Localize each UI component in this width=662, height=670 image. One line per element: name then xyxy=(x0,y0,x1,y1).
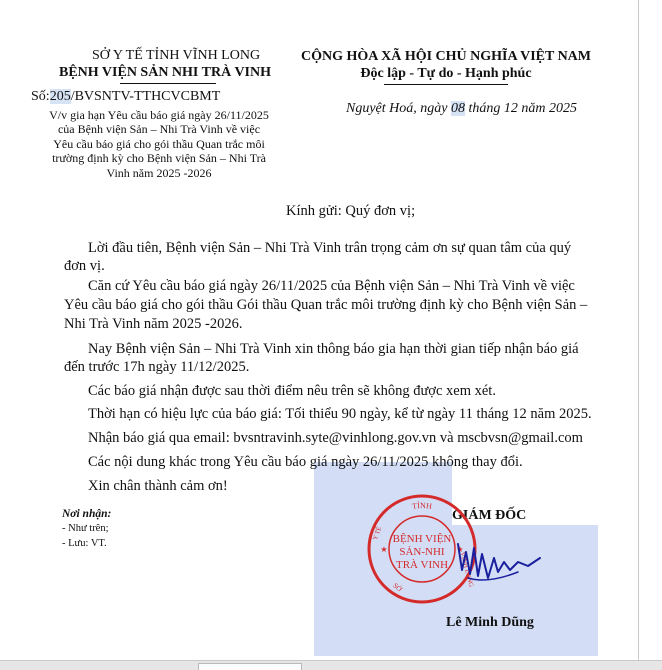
signature-title: GIÁM ĐỐC xyxy=(452,508,527,523)
body-line: Các báo giá nhận được sau thời điểm nêu trên sẽ không được xem xét. xyxy=(88,383,496,399)
republic-title: CỘNG HÒA XÃ HỘI CHỦ NGHĨA VIỆT NAM xyxy=(300,49,591,64)
body-line: Nhi Trà Vinh năm 2025 -2026. xyxy=(64,316,243,332)
subject-line: Vinh năm 2025 -2026 xyxy=(106,166,212,180)
seal-ring-right: VĨNH LONG xyxy=(458,551,475,588)
body-line: Nay Bệnh viện Sản – Nhi Trà Vinh xin thông báo gia hạn thời gian tiếp nhận báo giá xyxy=(88,341,579,357)
seal-center-line: TRÀ VINH xyxy=(395,559,449,571)
hospital-name: BỆNH VIỆN SẢN NHI TRÀ VINH xyxy=(59,65,271,80)
svg-text:TỈNH xyxy=(411,500,433,511)
doc-no-prefix: Số: xyxy=(31,89,50,104)
document-number xyxy=(31,89,220,105)
seal-center-line: SẢN-NHI xyxy=(399,546,445,558)
body-line: Căn cứ Yêu cầu báo giá ngày 26/11/2025 của Bệnh viện Sản – Nhi Trà Vinh về việc xyxy=(88,278,575,294)
body-line: Các nội dung khác trong Yêu cầu báo giá ngày 26/11/2025 không thay đổi. xyxy=(88,454,523,470)
date-prefix: Nguyệt Hoá, ngày xyxy=(346,101,451,116)
national-motto: Độc lập - Tự do - Hạnh phúc xyxy=(360,66,532,81)
seal-ring-bottom: SỞ xyxy=(391,581,404,594)
body-line: Nhận báo giá qua email: bvsntravinh.syte@vinhlong.gov.vn và mscbvsn@gmail.com xyxy=(88,430,583,446)
seal-ring-top: TỈNH xyxy=(411,500,433,512)
body-line: Xin chân thành cảm ơn! xyxy=(88,478,228,494)
recipient-line: Kính gửi: Quý đơn vị; xyxy=(286,203,416,219)
subject-line: V/v gia hạn Yêu cầu báo giá ngày 26/11/2025 xyxy=(49,108,269,122)
signer-name: Lê Minh Dũng xyxy=(446,615,534,630)
ministry-name: SỞ Y TẾ TỈNH VĨNH LONG xyxy=(91,48,261,63)
subject-line: trường định kỳ cho Bệnh viện Sản – Nhi Trà xyxy=(52,151,266,165)
recipients-item: - Như trên; xyxy=(62,523,109,534)
seal-star-left: ★ xyxy=(380,545,388,554)
seal-star-right: ★ xyxy=(456,545,464,554)
body-line: Yêu cầu báo giá cho gói thầu Gói thầu Quan trắc môi trường định kỳ cho Bệnh viện Sản – xyxy=(64,297,588,313)
doc-no-suffix: /BVSNTV-TTHCVCBMT xyxy=(70,89,221,104)
body-line: đến trước 17h ngày 11/12/2025. xyxy=(64,359,250,375)
page-edge xyxy=(638,0,639,669)
date-suffix: tháng 12 năm 2025 xyxy=(464,101,577,116)
doc-no-number: 205 xyxy=(49,89,71,104)
body-line: đơn vị. xyxy=(64,258,105,274)
recipients-title: Nơi nhận: xyxy=(62,508,112,520)
body-line: Thời hạn có hiệu lực của báo giá: Tối thiểu 90 ngày, kể từ ngày 11 tháng 12 năm 2025. xyxy=(88,406,592,422)
body-line: Lời đầu tiên, Bệnh viện Sản – Nhi Trà Vinh trân trọng cảm ơn sự quan tâm của quý xyxy=(88,240,572,256)
document-date xyxy=(346,101,577,117)
subject-line: Yêu cầu báo giá cho gói thầu Quan trắc môi xyxy=(53,137,265,151)
hospital-underline xyxy=(120,83,216,84)
seal-center-line: BỆNH VIỆN xyxy=(392,533,452,545)
date-day: 08 xyxy=(450,101,465,116)
seal-ring-left: Y TẾ xyxy=(371,525,384,542)
handwritten-signature xyxy=(448,532,544,588)
recipients-item: - Lưu: VT. xyxy=(62,538,107,549)
subject-line: của Bệnh viện Sản – Nhi Trà Vinh về việc xyxy=(57,122,261,136)
motto-underline xyxy=(384,84,508,85)
